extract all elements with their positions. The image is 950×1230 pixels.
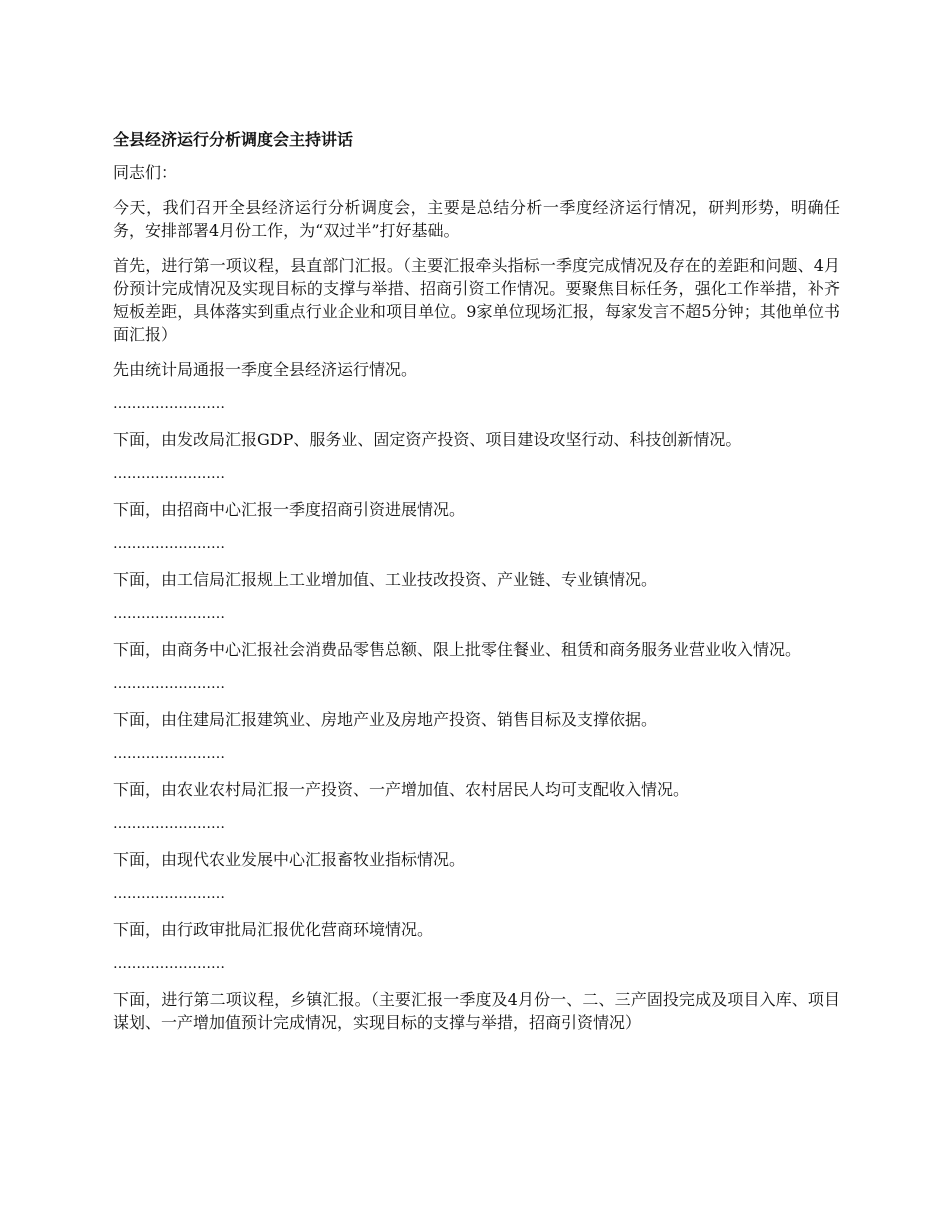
paragraph-opening: 今天，我们召开全县经济运行分析调度会，主要是总结分析一季度经济运行情况，研判形势，明确任务，安排部署4月份工作，为“双过半”打好基础。 <box>113 198 840 240</box>
document-title: 全县经济运行分析调度会主持讲话 <box>113 130 354 149</box>
paragraph-statistics-bureau: 先由统计局通报一季度全县经济运行情况。 <box>113 360 418 379</box>
ellipsis-separator: …………………… <box>113 466 225 482</box>
paragraph-agenda-one: 首先，进行第一项议程，县直部门汇报。（主要汇报牵头指标一季度完成情况及存在的差距和问题、4月份预计完成情况及实现目标的支撑与举措、招商引资工作情况。要聚焦目标任务，强化工作举措，补齐短板差距，具体落实到重点行业企业和项目单位。9家单位现场汇报，每家发言不超5分钟；其他单位书面汇报） <box>113 256 840 344</box>
paragraph-industry-bureau: 下面，由工信局汇报规上工业增加值、工业技改投资、产业链、专业镇情况。 <box>113 570 658 589</box>
paragraph-agenda-two: 下面，进行第二项议程，乡镇汇报。（主要汇报一季度及4月份一、二、三产固投完成及项目入库、项目谋划、一产增加值预计完成情况，实现目标的支撑与举措，招商引资情况） <box>113 990 840 1032</box>
paragraph-development-bureau: 下面，由发改局汇报GDP、服务业、固定资产投资、项目建设攻坚行动、科技创新情况。 <box>113 430 742 449</box>
ellipsis-separator: …………………… <box>113 536 225 552</box>
paragraph-administrative-approval-bureau: 下面，由行政审批局汇报优化营商环境情况。 <box>113 920 434 939</box>
ellipsis-separator: …………………… <box>113 746 225 762</box>
paragraph-agriculture-bureau: 下面，由农业农村局汇报一产投资、一产增加值、农村居民人均可支配收入情况。 <box>113 780 690 799</box>
paragraph-investment-center: 下面，由招商中心汇报一季度招商引资进展情况。 <box>113 500 466 519</box>
ellipsis-separator: …………………… <box>113 606 225 622</box>
paragraph-commerce-center: 下面，由商务中心汇报社会消费品零售总额、限上批零住餐业、租赁和商务服务业营业收入情况。 <box>113 640 802 659</box>
ellipsis-separator: …………………… <box>113 956 225 972</box>
paragraph-housing-bureau: 下面，由住建局汇报建筑业、房地产业及房地产投资、销售目标及支撑依据。 <box>113 710 658 729</box>
paragraph-salutation: 同志们： <box>113 163 178 182</box>
document-body <box>113 128 840 1046</box>
ellipsis-separator: …………………… <box>113 886 225 902</box>
paragraph-modern-agriculture-center: 下面，由现代农业发展中心汇报畜牧业指标情况。 <box>113 850 466 869</box>
ellipsis-separator: …………………… <box>113 816 225 832</box>
ellipsis-separator: …………………… <box>113 396 225 412</box>
ellipsis-separator: …………………… <box>113 676 225 692</box>
